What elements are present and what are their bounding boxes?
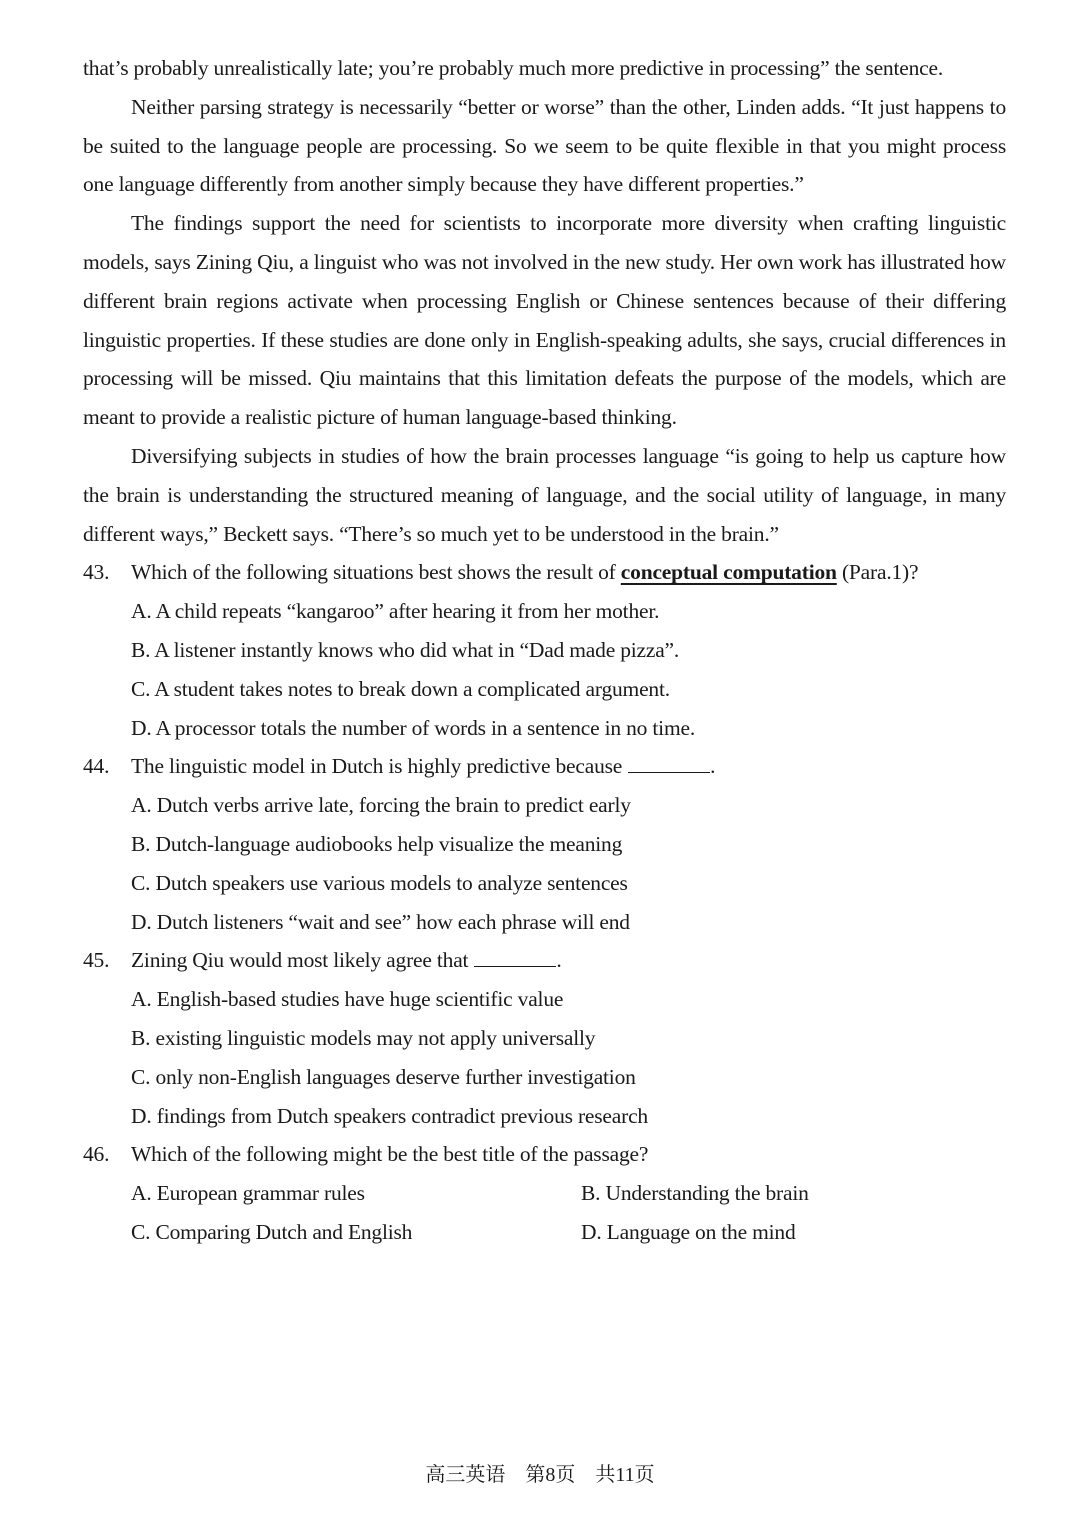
option-c: C. Dutch speakers use various models to analyze sentences: [131, 870, 628, 895]
option-c: C. Comparing Dutch and English: [131, 1219, 413, 1244]
exam-page: [83, 49, 1006, 1252]
key-term-underlined: conceptual computation: [620, 560, 837, 585]
question-number: 44.: [83, 754, 110, 779]
stem-text-end: .: [710, 754, 716, 779]
stem-text-end: .: [556, 948, 562, 973]
question-number: 45.: [83, 948, 110, 973]
page-footer: [0, 1458, 1080, 1487]
question-stem: [131, 747, 1006, 786]
stem-text: Zining Qiu would most likely agree that: [131, 948, 469, 973]
question-46: [83, 1135, 1006, 1174]
footer-subject: 高三英语: [425, 1464, 506, 1486]
question-44: [83, 747, 1006, 786]
answer-blank: [474, 944, 556, 967]
option-d: D. A processor totals the number of words in a sentence in no time.: [131, 715, 695, 740]
question-stem: Which of the following might be the best title of the passage?: [131, 1142, 649, 1167]
passage-paragraph-1: that’s probably unrealistically late; you’re probably much more predictive in processing” the sentence.: [83, 56, 944, 80]
question-43: [83, 553, 1006, 592]
options-45: [83, 980, 1006, 1135]
stem-text: The linguistic model in Dutch is highly predictive because: [131, 754, 623, 779]
option-a: A. European grammar rules: [131, 1181, 365, 1206]
option-a: A. Dutch verbs arrive late, forcing the brain to predict early: [131, 793, 631, 818]
options-44: [83, 786, 1006, 941]
option-c: C. only non-English languages deserve further investigation: [131, 1064, 636, 1089]
option-b: B. Understanding the brain: [581, 1181, 809, 1206]
option-a: A. A child repeats “kangaroo” after hearing it from her mother.: [131, 599, 660, 624]
question-number: 43.: [83, 560, 110, 585]
answer-blank: [628, 750, 710, 773]
question-45: [83, 941, 1006, 980]
question-stem: [131, 553, 1006, 592]
option-b: B. existing linguistic models may not apply universally: [131, 1025, 596, 1050]
question-stem: [131, 941, 1006, 980]
footer-page-number: 第8页: [525, 1464, 576, 1486]
option-c: C. A student takes notes to break down a complicated argument.: [131, 676, 670, 701]
footer-total-pages: 共11页: [595, 1464, 655, 1486]
options-46: [83, 1174, 1006, 1252]
option-d: D. Language on the mind: [581, 1219, 796, 1244]
option-d: D. Dutch listeners “wait and see” how each phrase will end: [131, 909, 630, 934]
option-b: B. A listener instantly knows who did what in “Dad made pizza”.: [131, 637, 680, 662]
passage-paragraph-3: The findings support the need for scientists to incorporate more diversity when crafting linguistic models, says Zining Qiu, a linguist who was not involved in the new study. Her own work has illustrated how different brain regions activate when processing English or Chinese sentences because of their differing linguistic properties. If these studies are done only in English-speaking adults, she says, crucial differences in processing will be missed. Qiu maintains that this limitation defeats the purpose of the models, which are meant to provide a realistic picture of human language-based thinking.: [83, 211, 1006, 430]
passage-paragraph-2: Neither parsing strategy is necessarily “better or worse” than the other, Linden adds. “It just happens to be suited to the language people are processing. So we seem to be quite flexible in that you might process one language differently from another simply because they have different properties.”: [83, 94, 1006, 197]
option-b: B. Dutch-language audiobooks help visualize the meaning: [131, 831, 623, 856]
option-d: D. findings from Dutch speakers contradict previous research: [131, 1103, 648, 1128]
option-a: A. English-based studies have huge scientific value: [131, 987, 564, 1012]
stem-text: Which of the following situations best shows the result of: [131, 560, 621, 585]
question-number: 46.: [83, 1142, 110, 1167]
passage-paragraph-4: Diversifying subjects in studies of how the brain processes language “is going to help us capture how the brain is understanding the structured meaning of language, and the social utility of language, in many different ways,” Beckett says. “There’s so much yet to be understood in the brain.”: [83, 443, 1006, 546]
options-43: [83, 592, 1006, 747]
stem-text-end: (Para.1)?: [836, 560, 919, 585]
